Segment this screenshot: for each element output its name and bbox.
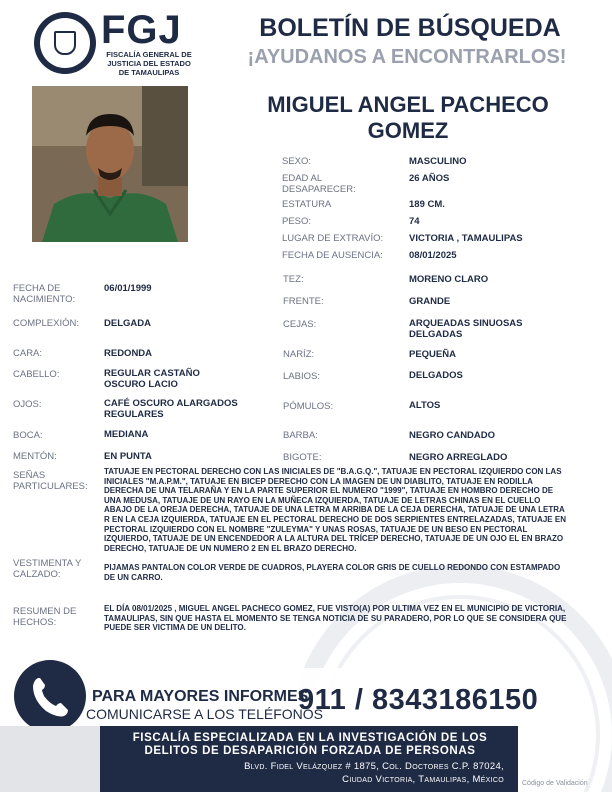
labios-value: DELGADOS xyxy=(409,370,463,381)
nacimiento-label: FECHA DE NACIMIENTO: xyxy=(13,283,76,305)
vestimenta-label: VESTIMENTA Y CALZADO: xyxy=(13,558,82,580)
fecha-ausencia-value: 08/01/2025 xyxy=(409,250,457,261)
ojos-value: CAFÉ OSCURO ALARGADOS REGULARES xyxy=(104,398,238,420)
cabello-value: REGULAR CASTAÑO OSCURO LACIO xyxy=(104,368,200,390)
state-seal-logo xyxy=(34,12,96,74)
complexion-label: COMPLEXIÓN: xyxy=(13,318,79,329)
cejas-value: ARQUEADAS SINUOSAS DELGADAS xyxy=(409,318,523,340)
barba-value: NEGRO CANDADO xyxy=(409,430,496,441)
nacimiento-value: 06/01/1999 xyxy=(104,283,152,294)
bulletin-title: BOLETÍN DE BÚSQUEDA xyxy=(259,14,561,42)
resumen-value: EL DÍA 08/01/2025 , MIGUEL ANGEL PACHECO GOMEZ, FUE VISTO(A) POR ULTIMA VEZ EN EL MUNICIPIO DE VICTORIA, TAMAULIPAS, SIN QUE HASTA EL MOMENTO SE TENGA NOTICIA DE SU PARADERO, POR LO QUE SE CONSIDERA QUE PUEDE SER VICTIMA DE UN DELITO. xyxy=(104,604,567,633)
bigote-value: NEGRO ARREGLADO xyxy=(409,452,508,463)
contact-line1: PARA MAYORES INFORMES, xyxy=(92,688,313,705)
pomulos-value: ALTOS xyxy=(409,400,441,411)
person-photo xyxy=(32,86,188,242)
resumen-label: RESUMEN DE HECHOS: xyxy=(13,606,77,628)
logo-acronym: FGJ xyxy=(101,8,182,52)
complexion-value: DELGADA xyxy=(104,318,151,329)
phone-number: 911 / 8343186150 xyxy=(298,684,539,716)
frente-label: FRENTE: xyxy=(283,296,324,307)
senas-value: TATUAJE EN PECTORAL DERECHO CON LAS INICIALES DE "B.A.G.Q.", TATUAJE EN PECTORAL IZQUIERDO CON LAS INICIALES "M.A.P.M.", TATUAJE EN BICEP DERECHO CON LA IMAGEN DE UN DIABLITO, TATUAJE EN RODILLA DERECHA DE UNA TELARAÑA Y EN LA PARTE SUPERIOR EL NUMERO "1999", TATUAJE EN HOMBRO DERECHO DE UNA MEDUSA, TATUAJE DE UN RAYO EN LA MUÑECA IZQUIERDA, TATUAJE DE LETRAS CHINAS EN EL CUELLO ABAJO DE LA OREJA DERECHA, TATUAJE DE UNA LETRA M ARRIBA DE LA CEJA DERECHA, TATUAJE DE UNA LETRA R EN LA CEJA IZQUIERDA, TATUAJE EN EL PECTORAL DERECHO DE DOS SERPIENTES ENTRELAZADAS, TATUAJE EN PECTORAL IZQUIERDO CON EL NOMBRE "ZULEYMA" Y UNAS ROSAS, TATUAJE DE UN BESO EN PECTORAL IZQUIERDO, TATUAJE DE UN ENCENDEDOR A LA ALTURA DEL TRÍCEP DERECHO, TATUAJE DE UN OJO EL EN BRAZO DERECHO, TATUAJE DE UN NUMERO 2 EN EL BRAZO DERECHO. xyxy=(104,467,566,553)
cara-value: REDONDA xyxy=(104,348,153,359)
peso-value: 74 xyxy=(409,216,420,227)
tez-label: TEZ: xyxy=(283,274,304,285)
fecha-ausencia-label: FECHA DE AUSENCIA: xyxy=(282,250,383,261)
pomulos-label: PÓMULOS: xyxy=(283,401,334,412)
cejas-label: CEJAS: xyxy=(283,319,317,330)
senas-label: SEÑAS PARTICULARES: xyxy=(13,470,88,492)
menton-label: MENTÓN: xyxy=(13,451,57,462)
barba-label: BARBA: xyxy=(283,430,318,441)
tez-value: MORENO CLARO xyxy=(409,274,489,285)
phone-badge xyxy=(14,660,86,732)
edad-value: 26 AÑOS xyxy=(409,173,450,184)
edad-label: EDAD AL DESAPARECER: xyxy=(282,173,356,195)
sexo-value: MASCULINO xyxy=(409,156,467,167)
vestimenta-value: PIJAMAS PANTALON COLOR VERDE DE CUADROS, PLAYERA COLOR GRIS DE CUELLO REDONDO CON ESTAMPADO DE UN CARRO. xyxy=(104,563,561,582)
nariz-label: NARÍZ: xyxy=(283,349,315,360)
frente-value: GRANDE xyxy=(409,296,451,307)
phone-icon xyxy=(14,660,86,732)
lugar-value: VICTORIA , TAMAULIPAS xyxy=(409,233,523,244)
footer-left-band xyxy=(0,726,100,792)
estatura-value: 189 CM. xyxy=(409,199,445,210)
logo-subtitle: FISCALÍA GENERAL DE JUSTICIA DEL ESTADO DE TAMAULIPAS xyxy=(106,50,192,77)
cara-label: CARA: xyxy=(13,348,43,359)
footer-address-line2: Ciudad Victoria, Tamaulipas, México xyxy=(342,774,504,785)
bulletin-subtitle: ¡AYUDANOS A ENCONTRARLOS! xyxy=(247,46,567,68)
ojos-label: OJOS: xyxy=(13,399,42,410)
boca-label: BOCA: xyxy=(13,430,43,441)
nariz-value: PEQUEÑA xyxy=(409,349,456,360)
peso-label: PESO: xyxy=(282,216,312,227)
person-name: MIGUEL ANGEL PACHECO GOMEZ xyxy=(267,92,549,143)
estatura-label: ESTATURA xyxy=(282,199,332,210)
menton-value: EN PUNTA xyxy=(104,451,152,462)
validation-code-label: Código de Validación xyxy=(522,780,588,787)
footer-agency-line1: FISCALÍA ESPECIALIZADA EN LA INVESTIGACIÓN DE LOS xyxy=(132,732,488,744)
contact-line2: COMUNICARSE A LOS TELÉFONOS xyxy=(86,706,324,722)
footer-agency xyxy=(104,732,516,758)
cabello-label: CABELLO: xyxy=(13,369,60,380)
labios-label: LABIOS: xyxy=(283,371,320,382)
footer-address xyxy=(104,760,504,786)
footer-address-line1: Blvd. Fidel Velázquez # 1875, Col. Doctores C.P. 87024, xyxy=(244,761,504,772)
footer-agency-line2: DELITOS DE DESAPARICIÓN FORZADA DE PERSONAS xyxy=(144,745,476,757)
bigote-label: BIGOTE: xyxy=(283,452,322,463)
lugar-label: LUGAR DE EXTRAVÍO: xyxy=(282,233,384,244)
sexo-label: SEXO: xyxy=(282,156,312,167)
boca-value: MEDIANA xyxy=(104,429,149,440)
